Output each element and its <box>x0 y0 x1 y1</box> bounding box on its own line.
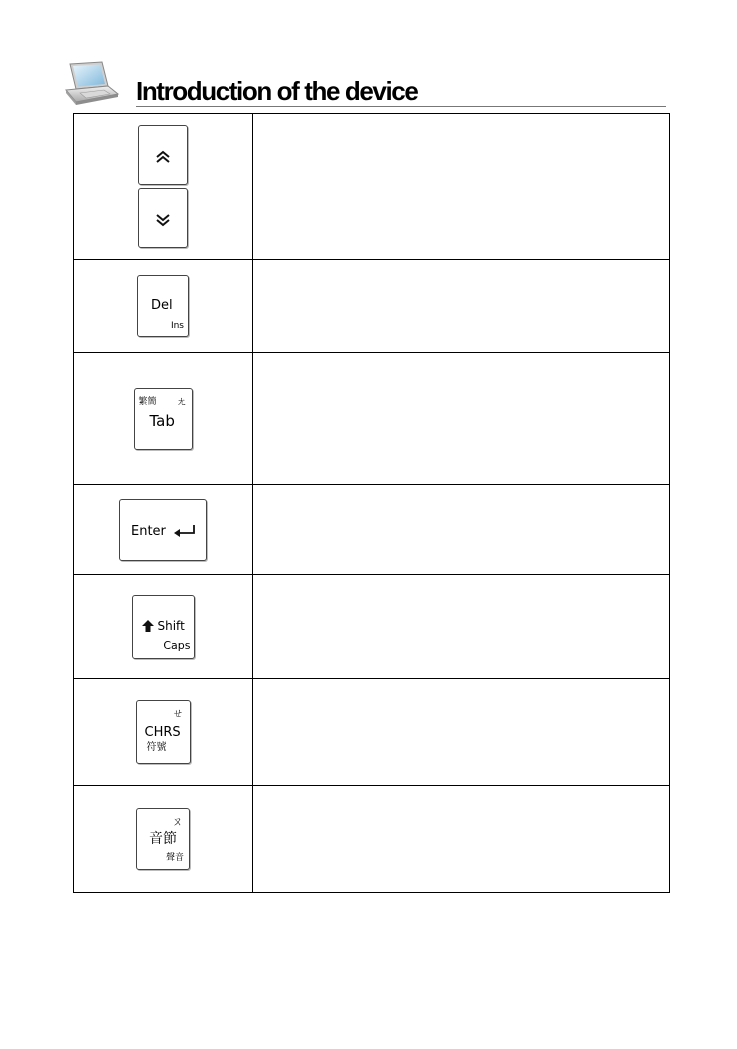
table-row <box>74 786 670 893</box>
table-row <box>74 485 670 575</box>
title-divider <box>136 106 666 107</box>
key-top-right-label: ㄝ <box>172 707 184 720</box>
key-top-right-label: ㄡ <box>172 815 183 828</box>
page-title: Introduction of the device <box>136 76 418 106</box>
tab-key <box>134 388 193 450</box>
key-primary-label: CHRS <box>144 725 181 740</box>
description-cell <box>253 485 670 575</box>
key-table <box>73 113 670 893</box>
key-top-left-label: 繁簡 <box>138 396 157 407</box>
shift-caps-key <box>132 595 195 659</box>
yinjie-key <box>136 808 190 870</box>
key-secondary-label: 聲音 <box>165 853 184 863</box>
key-cell <box>74 485 253 575</box>
table-row <box>74 260 670 353</box>
page-down-key <box>138 188 188 248</box>
description-cell <box>253 575 670 679</box>
key-primary-label: Del <box>151 298 173 313</box>
key-cell <box>74 786 253 893</box>
key-primary-label: 音節 <box>149 831 177 847</box>
chrs-key <box>136 700 191 764</box>
description-cell <box>253 786 670 893</box>
key-primary-label: Shift <box>157 618 185 633</box>
page-up-key <box>138 125 188 185</box>
key-cell <box>74 575 253 679</box>
double-chevron-up-icon <box>155 150 171 164</box>
description-cell <box>253 260 670 353</box>
table-row <box>74 575 670 679</box>
key-cell <box>74 260 253 353</box>
key-cell <box>74 353 253 485</box>
key-secondary-label: 符號 <box>146 742 167 753</box>
key-cell <box>74 679 253 786</box>
description-cell <box>253 353 670 485</box>
key-primary-label: Tab <box>149 411 175 430</box>
key-secondary-label: Ins <box>170 321 184 331</box>
key-top-right-label: ㄤ <box>176 396 187 408</box>
description-cell <box>253 679 670 786</box>
key-cell <box>74 114 253 260</box>
table-row <box>74 679 670 786</box>
up-arrow-icon <box>142 620 154 632</box>
del-ins-key <box>137 275 189 337</box>
key-primary-label: Enter <box>131 523 166 539</box>
table-row <box>74 114 670 260</box>
key-secondary-label: Caps <box>163 638 191 652</box>
double-chevron-down-icon <box>155 213 171 227</box>
description-cell <box>253 114 670 260</box>
return-arrow-icon <box>173 524 197 538</box>
enter-key <box>119 499 207 561</box>
laptop-icon <box>64 60 120 106</box>
table-row <box>74 353 670 485</box>
